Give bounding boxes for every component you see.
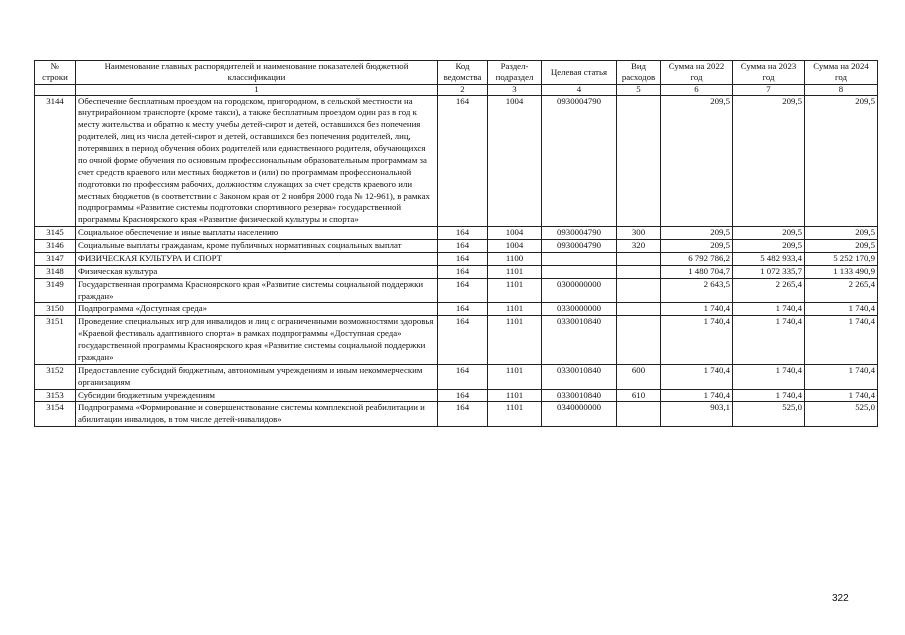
sum-2023-cell: 209,5: [733, 227, 805, 240]
sum-2023-cell: 525,0: [733, 402, 805, 427]
expense-type-cell: 300: [617, 227, 661, 240]
section-cell: 1101: [488, 364, 542, 389]
sum-2022-cell: 903,1: [661, 402, 733, 427]
sum-2023-cell: 5 482 933,4: [733, 252, 805, 265]
dept-code-cell: 164: [438, 316, 488, 365]
column-number: 5: [617, 84, 661, 95]
row-number-cell: 3154: [35, 402, 76, 427]
dept-code-cell: 164: [438, 227, 488, 240]
sum-2023-cell: 2 265,4: [733, 278, 805, 303]
header-row: [35, 61, 878, 85]
row-number-cell: 3146: [35, 240, 76, 253]
name-cell: Предоставление субсидий бюджетным, автономным учреждениям и иным некоммерческим организациям: [76, 364, 438, 389]
target-item-cell: 0930004790: [542, 240, 617, 253]
sum-2022-cell: 209,5: [661, 240, 733, 253]
name-cell: ФИЗИЧЕСКАЯ КУЛЬТУРА И СПОРТ: [76, 252, 438, 265]
sum-2024-cell: 1 740,4: [805, 303, 878, 316]
sum-2024-cell: 1 740,4: [805, 389, 878, 402]
sum-2024-cell: 209,5: [805, 227, 878, 240]
header-dept-code: Код ведомства: [438, 61, 488, 85]
section-cell: 1004: [488, 95, 542, 227]
sum-2022-cell: 1 740,4: [661, 364, 733, 389]
sum-2024-cell: 1 740,4: [805, 316, 878, 365]
sum-2024-cell: 1 740,4: [805, 364, 878, 389]
dept-code-cell: 164: [438, 95, 488, 227]
expense-type-cell: 610: [617, 389, 661, 402]
section-cell: 1101: [488, 402, 542, 427]
sum-2023-cell: 1 740,4: [733, 316, 805, 365]
row-number-cell: 3152: [35, 364, 76, 389]
name-cell: Социальные выплаты гражданам, кроме публичных нормативных социальных выплат: [76, 240, 438, 253]
column-number: 6: [661, 84, 733, 95]
section-cell: 1101: [488, 303, 542, 316]
sum-2022-cell: 1 740,4: [661, 303, 733, 316]
column-number: 4: [542, 84, 617, 95]
sum-2022-cell: 209,5: [661, 227, 733, 240]
column-number: 8: [805, 84, 878, 95]
sum-2023-cell: 1 740,4: [733, 389, 805, 402]
header-sum-2022: Сумма на 2022 год: [661, 61, 733, 85]
sum-2023-cell: 1 740,4: [733, 364, 805, 389]
dept-code-cell: 164: [438, 303, 488, 316]
row-number-cell: 3144: [35, 95, 76, 227]
target-item-cell: 0330000000: [542, 303, 617, 316]
row-number-cell: 3150: [35, 303, 76, 316]
table-row: [35, 240, 878, 253]
sum-2022-cell: 2 643,5: [661, 278, 733, 303]
expense-type-cell: [617, 303, 661, 316]
target-item-cell: 0300000000: [542, 278, 617, 303]
target-item-cell: 0330010840: [542, 389, 617, 402]
sum-2022-cell: 1 480 704,7: [661, 265, 733, 278]
name-cell: Обеспечение бесплатным проездом на городском, пригородном, в сельской местности на внутрирайонном транспорте (кроме такси), а также бесплатным проездом один раз в год к месту жительства и обратно к месту учебы детей-сирот и детей, оставшихся без попечения родителей, лиц из числа детей-сирот и детей, оставшихся без попечения родителей, лиц, потерявших в период обучения обоих родителей или единственного родителя, обучающихся по очной форме обучения по основным профессиональным образовательным программам за счет средств краевого или местных бюджетов и (или) по программам профессиональной подготовки по профессиям рабочих, должностям служащих за счет средств краевого или местных бюджетов (в соответствии с Законом края от 2 ноября 2000 года № 12-961), в рамках подпрограммы «Развитие системы подготовки спортивного резерва» государственной программы Красноярского края «Развитие физической культуры и спорта»: [76, 95, 438, 227]
name-cell: Проведение специальных игр для инвалидов и лиц с ограниченными возможностями здоровья «Краевой фестиваль адаптивного спорта» в рамках подпрограммы «Доступная среда» государственной программы Красноярского края «Развитие системы социальной поддержки граждан»: [76, 316, 438, 365]
name-cell: Подпрограмма «Формирование и совершенствование системы комплексной реабилитации и абилитации инвалидов, в том числе детей-инвалидов»: [76, 402, 438, 427]
section-cell: 1101: [488, 316, 542, 365]
table-row: [35, 278, 878, 303]
column-number: 3: [488, 84, 542, 95]
section-cell: 1004: [488, 240, 542, 253]
name-cell: Физическая культура: [76, 265, 438, 278]
table-row: [35, 265, 878, 278]
dept-code-cell: 164: [438, 402, 488, 427]
target-item-cell: 0930004790: [542, 95, 617, 227]
header-sum-2023: Сумма на 2023 год: [733, 61, 805, 85]
sum-2024-cell: 525,0: [805, 402, 878, 427]
expense-type-cell: [617, 265, 661, 278]
expense-type-cell: [617, 95, 661, 227]
sum-2024-cell: 2 265,4: [805, 278, 878, 303]
dept-code-cell: 164: [438, 265, 488, 278]
section-cell: 1100: [488, 252, 542, 265]
target-item-cell: 0930004790: [542, 227, 617, 240]
target-item-cell: 0330010840: [542, 316, 617, 365]
column-number: [35, 84, 76, 95]
expense-type-cell: 600: [617, 364, 661, 389]
expense-type-cell: [617, 278, 661, 303]
table-row: [35, 227, 878, 240]
dept-code-cell: 164: [438, 240, 488, 253]
header-sum-2024: Сумма на 2024 год: [805, 61, 878, 85]
target-item-cell: [542, 265, 617, 278]
sum-2024-cell: 209,5: [805, 95, 878, 227]
expense-type-cell: [617, 316, 661, 365]
section-cell: 1004: [488, 227, 542, 240]
row-number-cell: 3151: [35, 316, 76, 365]
sum-2024-cell: 5 252 170,9: [805, 252, 878, 265]
table-row: [35, 95, 878, 227]
table-body: [35, 95, 878, 427]
target-item-cell: 0340000000: [542, 402, 617, 427]
name-cell: Субсидии бюджетным учреждениям: [76, 389, 438, 402]
expense-type-cell: 320: [617, 240, 661, 253]
sum-2023-cell: 209,5: [733, 95, 805, 227]
dept-code-cell: 164: [438, 364, 488, 389]
section-cell: 1101: [488, 278, 542, 303]
row-number-cell: 3147: [35, 252, 76, 265]
table-row: [35, 402, 878, 427]
table-row: [35, 316, 878, 365]
sum-2022-cell: 1 740,4: [661, 316, 733, 365]
row-number-cell: 3148: [35, 265, 76, 278]
name-cell: Подпрограмма «Доступная среда»: [76, 303, 438, 316]
column-number: 1: [76, 84, 438, 95]
budget-table: [34, 60, 878, 427]
sum-2022-cell: 209,5: [661, 95, 733, 227]
dept-code-cell: 164: [438, 252, 488, 265]
target-item-cell: [542, 252, 617, 265]
name-cell: Социальное обеспечение и иные выплаты населению: [76, 227, 438, 240]
name-cell: Государственная программа Красноярского края «Развитие системы социальной поддержки граждан»: [76, 278, 438, 303]
target-item-cell: 0330010840: [542, 364, 617, 389]
sum-2023-cell: 1 740,4: [733, 303, 805, 316]
table-row: [35, 252, 878, 265]
header-section: Раздел-подраздел: [488, 61, 542, 85]
row-number-cell: 3149: [35, 278, 76, 303]
header-row-number: № строки: [35, 61, 76, 85]
column-number: 2: [438, 84, 488, 95]
header-expense-type: Вид расходов: [617, 61, 661, 85]
column-number: 7: [733, 84, 805, 95]
dept-code-cell: 164: [438, 278, 488, 303]
header-target-item: Целевая статья: [542, 61, 617, 85]
row-number-cell: 3145: [35, 227, 76, 240]
expense-type-cell: [617, 402, 661, 427]
row-number-cell: 3153: [35, 389, 76, 402]
column-number-row: [35, 84, 878, 95]
section-cell: 1101: [488, 265, 542, 278]
sum-2022-cell: 6 792 786,2: [661, 252, 733, 265]
table-row: [35, 389, 878, 402]
sum-2024-cell: 1 133 490,9: [805, 265, 878, 278]
sum-2023-cell: 209,5: [733, 240, 805, 253]
sum-2022-cell: 1 740,4: [661, 389, 733, 402]
sum-2024-cell: 209,5: [805, 240, 878, 253]
page-number: 322: [832, 593, 849, 604]
table-row: [35, 303, 878, 316]
header-name: Наименование главных распорядителей и наименование показателей бюджетной классификации: [76, 61, 438, 85]
table-row: [35, 364, 878, 389]
section-cell: 1101: [488, 389, 542, 402]
sum-2023-cell: 1 072 335,7: [733, 265, 805, 278]
expense-type-cell: [617, 252, 661, 265]
dept-code-cell: 164: [438, 389, 488, 402]
